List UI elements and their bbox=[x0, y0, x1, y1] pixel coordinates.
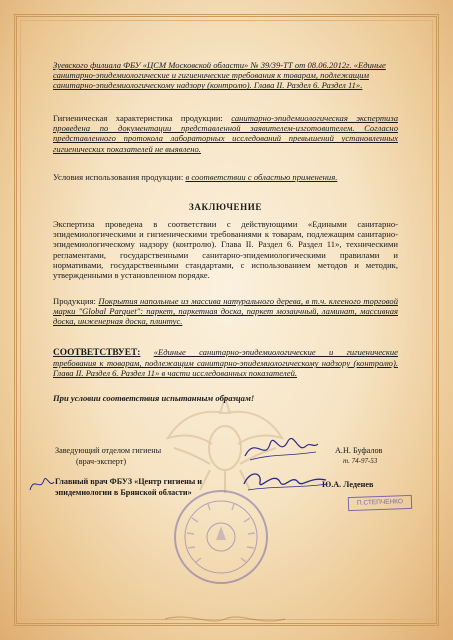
handwritten-signature-icon bbox=[240, 426, 320, 466]
product-label: Продукция: bbox=[53, 296, 96, 306]
head-dept-subtitle: (врач-эксперт) bbox=[76, 457, 127, 466]
conclusion-title: ЗАКЛЮЧЕНИЕ bbox=[189, 202, 262, 212]
header-reference: Зуевского филиала ФБУ «ЦСМ Московской области» № 39/39-ТТ от 08.06.2012г. «Единые санитарно-эпидемиологические и гигиенические требования к товарам, подлежащим санитарно-эпидемиологическому надзору (контролю). Глава II. Раздел 6. Раздел 11». bbox=[53, 60, 386, 91]
head-dept-phone: т. 74-97-53 bbox=[343, 457, 378, 465]
usage-conditions bbox=[53, 172, 398, 182]
product-description bbox=[53, 296, 398, 327]
complies-statement bbox=[53, 347, 398, 379]
chief-title-line2: эпидемиологии в Брянской области» bbox=[55, 488, 192, 497]
complies-text: «Единые санитарно-эпидемиологические и гигиенические требования к товарам, подлежащим санитарно-эпидемиологическому надзору (контролю). Глава II. Раздел 6. Раздел 11» в части исследованных показателей. bbox=[53, 347, 398, 379]
rectangular-stamp bbox=[348, 495, 412, 511]
head-dept-name: А.Н. Буфалов bbox=[335, 446, 383, 455]
hygienic-text: санитарно-эпидемиологическая экспертиза проведена по документации представленной заявителем-изготовителем. Согласно представленного протокола лабораторных исследований превышений установленных гигиенических показателей не выявлено. bbox=[53, 113, 398, 154]
chief-name: Ю.А. Леденев bbox=[322, 480, 374, 489]
usage-text: в соответствии с областью применения. bbox=[185, 172, 338, 182]
round-seal-icon bbox=[172, 488, 270, 586]
complies-label: СООТВЕТСТВУЕТ: bbox=[53, 348, 141, 358]
initials-signature-icon bbox=[26, 470, 56, 496]
condition-note: При условии соответствия испытанным образцам! bbox=[53, 393, 255, 403]
head-dept-title: Заведующий отделом гигиены bbox=[55, 446, 162, 455]
usage-label: Условия использования продукции: bbox=[53, 172, 184, 182]
chief-title-line1: Главный врач ФБУЗ «Центр гигиены и bbox=[55, 477, 203, 486]
rect-stamp-text: П.СТЕПЧЕНКО bbox=[356, 498, 404, 507]
conclusion-text: Экспертиза проведена в соответствии с действующими «Едиными санитарно-эпидемиологическими и гигиеническими требованиями к товарам, подлежащим санитарно-эпидемиологическому надзору (контролю). Глава II. Раздел 6. Раздел 11», техническими регламентами, государственными санитарно-эпидемиологическими правилами и нормативами, государственными стандартами, с использованием методов и методик, утвержденными в установленном порядке. bbox=[53, 219, 398, 281]
product-text: Покрытия напольные из массива натурального дерева, в т.ч. клееного торговой марки "Global Parquet": паркет, паркетная доска, паркет мозаичный, ламинат, массивная доска, инженерная доска, плинтус. bbox=[53, 296, 398, 327]
hygienic-label: Гигиеническая характеристика продукции: bbox=[53, 113, 223, 123]
bottom-ornament-icon bbox=[160, 612, 290, 626]
hygienic-characteristic bbox=[53, 113, 398, 154]
